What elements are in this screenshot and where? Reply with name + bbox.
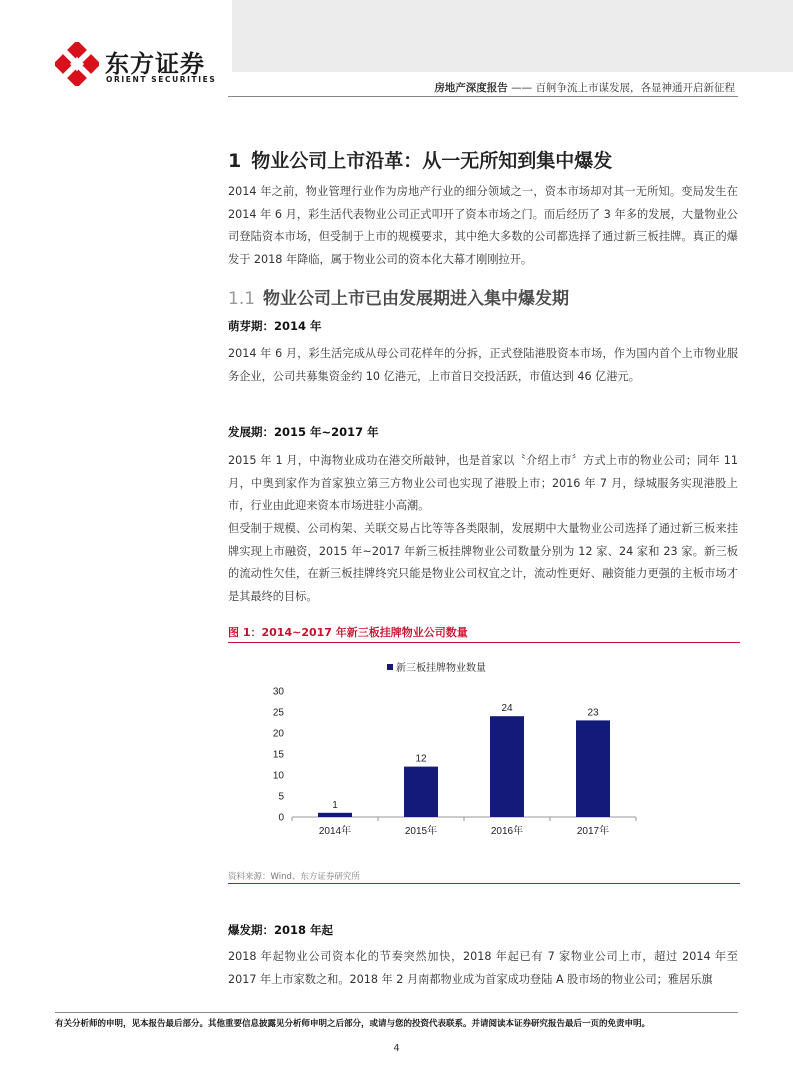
bar-3 bbox=[490, 716, 524, 817]
bar-1 bbox=[318, 813, 352, 817]
section-1-number: 1 bbox=[228, 150, 242, 172]
page-number: 4 bbox=[393, 1043, 400, 1054]
report-header bbox=[434, 80, 735, 95]
y-tick-label: 30 bbox=[272, 686, 284, 698]
y-tick-label: 10 bbox=[272, 770, 284, 782]
footer-divider bbox=[55, 1012, 738, 1013]
logo-chinese-name: 东方证券 bbox=[105, 50, 205, 78]
logo-english-name: ORIENT SECURITIES bbox=[106, 75, 217, 84]
stage-development-heading: 发展期：2015 年~2017 年 bbox=[228, 425, 379, 439]
section-1-1-title: 物业公司上市已由发展期进入集中爆发期 bbox=[263, 289, 570, 309]
y-tick-label: 15 bbox=[272, 749, 284, 761]
data-label: 12 bbox=[415, 753, 427, 765]
header-band bbox=[232, 0, 793, 72]
stage-budding-text: 2014 年 6 月，彩生活完成从母公司花样年的分拆，正式登陆港股资本市场，作为国内首个上市物业服务企业，公司共募集资金约 10 亿港元，上市首日交投活跃，市值达到 46 亿港元。 bbox=[228, 347, 738, 383]
header-divider bbox=[228, 96, 738, 97]
x-tick-label: 2017年 bbox=[576, 826, 610, 837]
data-label: 23 bbox=[587, 707, 599, 719]
legend-swatch bbox=[387, 664, 393, 670]
figure-1-title: 图 1：2014~2017 年新三板挂牌物业公司数量 bbox=[228, 626, 468, 639]
bar-chart bbox=[228, 648, 738, 853]
section-1-heading bbox=[228, 146, 738, 173]
bar-2 bbox=[404, 767, 438, 817]
y-tick-label: 25 bbox=[272, 707, 284, 719]
x-tick-label: 2015年 bbox=[404, 826, 438, 837]
section-1-1-number: 1.1 bbox=[228, 289, 256, 309]
stage-explosion-text: 2018 年起物业公司资本化的节奏突然加快，2018 年起已有 7 家物业公司上市，超过 2014 年至 2017 年上市家数之和。2018 年 2 月南都物业成为首家成功登陆 A 股市场的物业公司；雅居乐旗 bbox=[228, 950, 738, 986]
section-1-title: 物业公司上市沿革：从一无所知到集中爆发 bbox=[251, 150, 613, 172]
orient-logo-icon bbox=[55, 42, 99, 86]
report-type: 房地产深度报告 bbox=[434, 82, 508, 94]
stage-development-text-2: 但受制于规模、公司构架、关联交易占比等等各类限制，发展期中大量物业公司选择了通过新三板来挂牌实现上市融资，2015 年~2017 年新三板挂牌物业公司数量分别为 12 家、24 家和 23 家。新三板的流动性欠佳，在新三板挂牌终究只能是物业公司权宜之计，流动性更好、融资能力更强的主板市场才是其最终的目标。 bbox=[228, 522, 738, 603]
figure-top-rule bbox=[228, 642, 740, 643]
bar-4 bbox=[576, 720, 610, 817]
section-1-1-heading bbox=[228, 284, 738, 309]
y-tick-label: 5 bbox=[278, 791, 284, 803]
data-label: 1 bbox=[332, 799, 338, 811]
stage-budding-heading: 萌芽期：2014 年 bbox=[228, 319, 322, 333]
data-label: 24 bbox=[501, 703, 513, 715]
section-1-intro: 2014 年之前，物业管理行业作为房地产行业的细分领域之一，资本市场却对其一无所知。变局发生在 2014 年 6 月，彩生活代表物业公司正式叩开了资本市场之门。而后经历了 3 年多的发展，大量物业公司登陆资本市场，但受制于上市的规模要求，其中绝大多数的公司都选择了通过新三板挂牌。真正的爆发于 2018 年降临，属于物业公司的资本化大幕才刚刚拉开。 bbox=[228, 185, 738, 266]
stage-explosion-heading: 爆发期：2018 年起 bbox=[228, 923, 334, 937]
company-logo bbox=[55, 42, 215, 92]
footer-disclaimer: 有关分析师的申明，见本报告最后部分。其他重要信息披露见分析师申明之后部分，或请与您的投资代表联系。并请阅读本证券研究报告最后一页的免责申明。 bbox=[55, 1019, 651, 1029]
y-tick-label: 20 bbox=[272, 728, 284, 740]
x-tick-label: 2016年 bbox=[490, 826, 524, 837]
header-separator: —— bbox=[511, 82, 533, 94]
figure-source: 资料来源：Wind、东方证券研究所 bbox=[228, 872, 360, 882]
legend-label: 新三板挂牌物业数量 bbox=[396, 663, 486, 674]
report-subtitle: 百舸争流上市谋发展，各显神通开启新征程 bbox=[535, 82, 735, 94]
x-tick-label: 2014年 bbox=[318, 826, 352, 837]
stage-development-text-1: 2015 年 1 月，中海物业成功在港交所敲钟，也是首家以〝介绍上市〞方式上市的物业公司；同年 11 月，中奥到家作为首家独立第三方物业公司也实现了港股上市；2016 年 7 月，绿城服务实现港股上市，行业由此迎来资本市场进驻小高潮。 bbox=[228, 454, 738, 512]
figure-bottom-rule bbox=[228, 883, 740, 884]
y-tick-label: 0 bbox=[278, 812, 284, 824]
